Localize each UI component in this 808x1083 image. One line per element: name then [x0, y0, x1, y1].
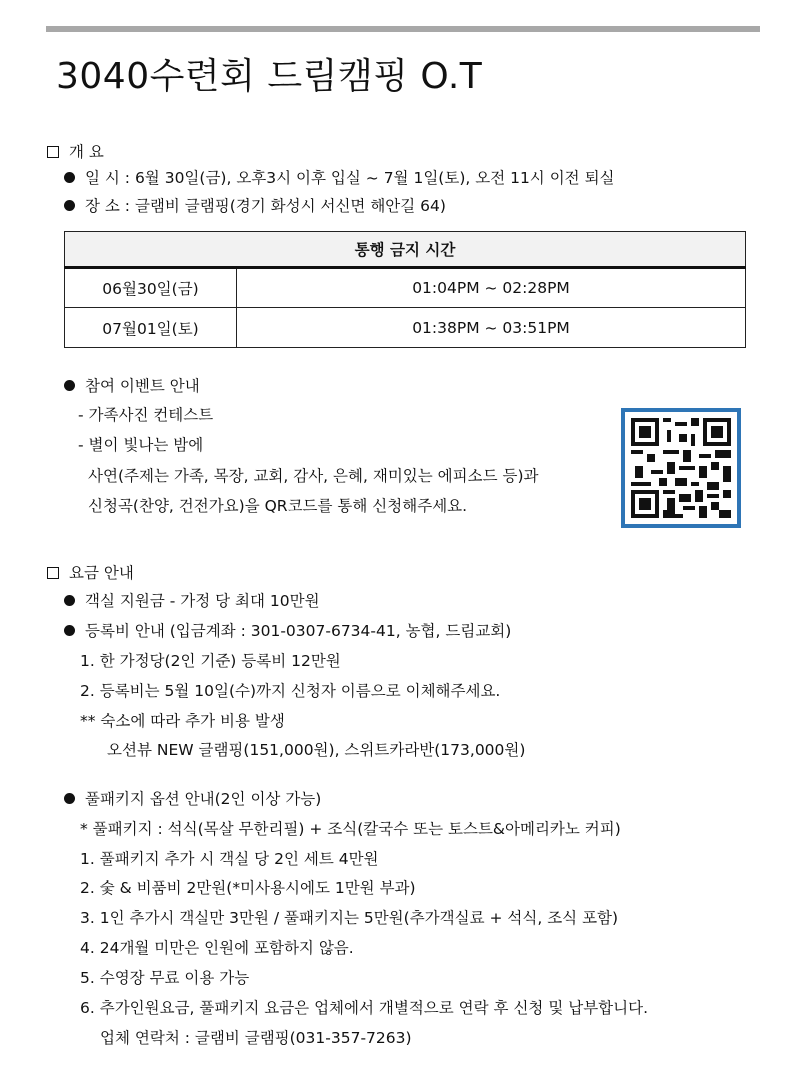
bullet-icon — [64, 172, 75, 183]
ban-time-cell: 01:04PM ~ 02:28PM — [237, 268, 746, 308]
venue-line: 장 소 : 글램비 글램핑(경기 화성시 서신면 해안길 64) — [64, 196, 446, 216]
table-header: 통행 금지 시간 — [65, 232, 746, 268]
event-description: 신청곡(찬양, 건전가요)을 QR코드를 통해 신청해주세요. — [88, 497, 468, 515]
package-description: * 풀패키지 : 석식(목살 무한리필) + 조식(칼국수 또는 토스트&아메리카노 커피) — [80, 820, 621, 838]
overview-heading: 개 요 — [47, 142, 104, 162]
package-item: 2. 숯 & 비품비 2만원(*미사용시에도 1만원 부과) — [80, 879, 416, 897]
package-item: 5. 수영장 무료 이용 가능 — [80, 969, 250, 987]
checkbox-square-icon — [47, 146, 59, 158]
ban-date-cell: 06월30일(금) — [65, 268, 237, 308]
traffic-ban-table — [64, 231, 746, 348]
table-row — [65, 268, 746, 308]
bullet-icon — [64, 200, 75, 211]
registration-item: 2. 등록비는 5월 10일(수)까지 신청자 이름으로 이체해주세요. — [80, 682, 501, 700]
bullet-icon — [64, 793, 75, 804]
ban-time-cell: 01:38PM ~ 03:51PM — [237, 308, 746, 348]
checkbox-square-icon — [47, 567, 59, 579]
extra-cost-detail: 오션뷰 NEW 글램핑(151,000원), 스위트카라반(173,000원) — [107, 741, 526, 759]
page-title: 3040수련회 드림캠핑 O.T — [56, 56, 483, 97]
package-item: 1. 풀패키지 추가 시 객실 당 2인 세트 4만원 — [80, 850, 379, 868]
subsidy-line: 객실 지원금 - 가정 당 최대 10만원 — [64, 591, 320, 611]
qr-code[interactable] — [621, 408, 741, 528]
event-description: 사연(주제는 가족, 목장, 교회, 감사, 은혜, 재미있는 에피소드 등)과 — [88, 467, 539, 485]
package-heading: 풀패키지 옵션 안내(2인 이상 가능) — [64, 789, 321, 809]
vendor-contact: 업체 연락처 : 글램비 글램핑(031-357-7263) — [100, 1029, 412, 1047]
registration-line: 등록비 안내 (입금계좌 : 301-0307-6734-41, 농협, 드림교회) — [64, 621, 511, 641]
package-item: 6. 추가인원요금, 풀패키지 요금은 업체에서 개별적으로 연락 후 신청 및 납부합니다. — [80, 999, 649, 1017]
fees-heading: 요금 안내 — [47, 563, 134, 583]
table-row — [65, 308, 746, 348]
bullet-icon — [64, 625, 75, 636]
top-rule — [46, 26, 760, 32]
events-heading: 참여 이벤트 안내 — [64, 376, 200, 396]
bullet-icon — [64, 380, 75, 391]
package-item: 4. 24개월 미만은 인원에 포함하지 않음. — [80, 939, 354, 957]
extra-cost-note: ** 숙소에 따라 추가 비용 발생 — [80, 712, 285, 730]
bullet-icon — [64, 595, 75, 606]
ban-date-cell: 07월01일(토) — [65, 308, 237, 348]
registration-item: 1. 한 가정당(2인 기준) 등록비 12만원 — [80, 652, 341, 670]
qr-pattern-icon — [631, 418, 731, 518]
package-item: 3. 1인 추가시 객실만 3만원 / 풀패키지는 5만원(추가객실료 + 석식, 조식 포함) — [80, 909, 619, 927]
schedule-line: 일 시 : 6월 30일(금), 오후3시 이후 입실 ~ 7월 1일(토), 오전 11시 이전 퇴실 — [64, 168, 615, 188]
event-item-night: - 별이 빛나는 밤에 — [78, 436, 204, 454]
event-item-photo: - 가족사진 컨테스트 — [78, 406, 214, 424]
